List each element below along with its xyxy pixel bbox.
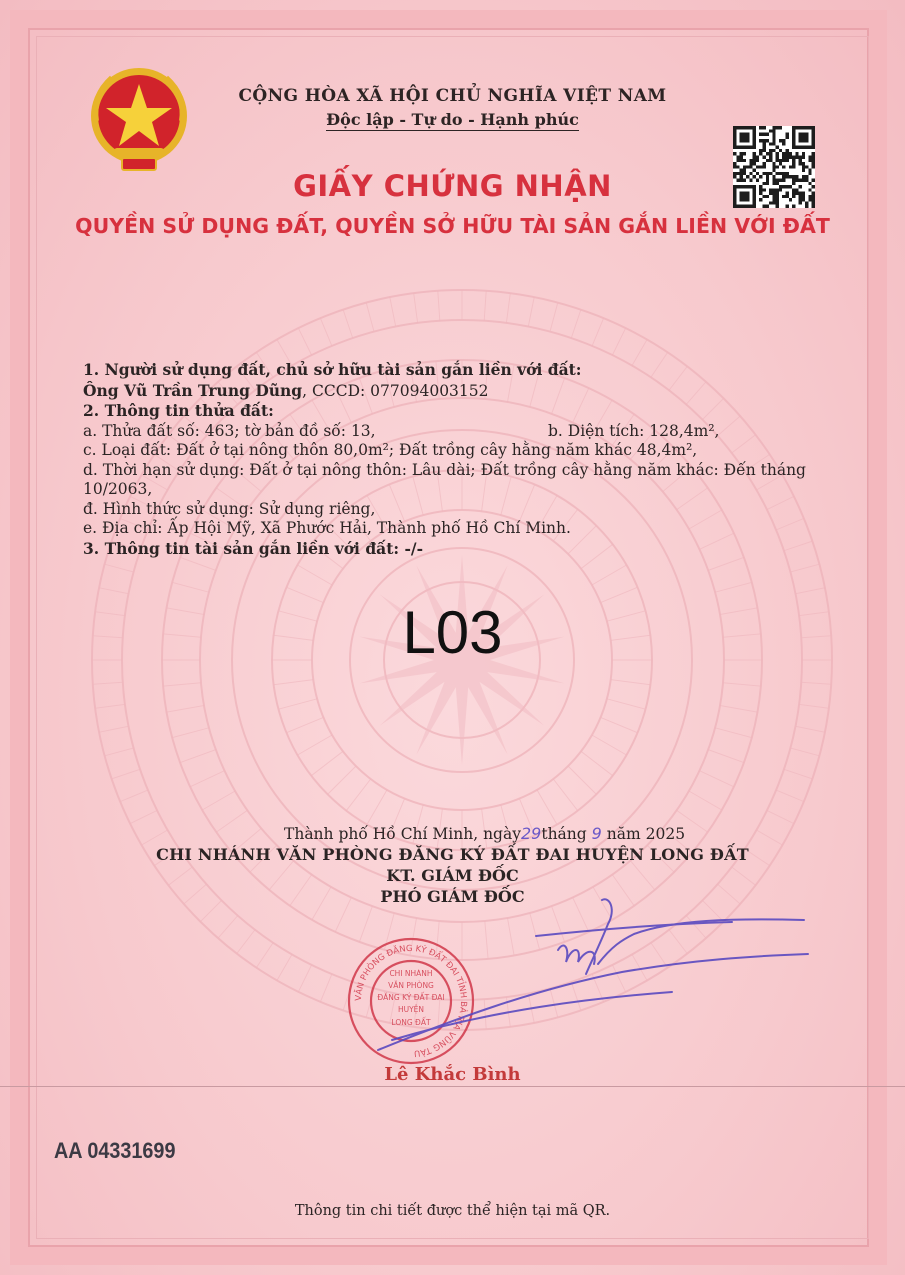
usage-form-line: đ. Hình thức sử dụng: Sử dụng riêng,: [83, 499, 376, 518]
section-3-heading: 3. Thông tin tài sản gắn liền với đất: -/-: [83, 538, 424, 558]
usage-term-line-cont: 10/2063,: [83, 480, 153, 498]
svg-text:ĐĂNG KÝ ĐẤT ĐAI: ĐĂNG KÝ ĐẤT ĐAI: [377, 993, 445, 1002]
certificate-body: [83, 360, 813, 559]
handwritten-day: 29: [520, 824, 542, 843]
nation-name: CỘNG HÒA XÃ HỘI CHỦ NGHĨA VIỆT NAM: [238, 86, 667, 106]
signing-place-date: Thành phố Hồ Chí Minh, ngày29tháng 9 năm 2025: [284, 824, 686, 843]
owner-name: Ông Vũ Trần Trung Dũng: [83, 380, 303, 400]
svg-text:HUYỆN: HUYỆN: [397, 1005, 425, 1014]
parcel-area: b. Diện tích: 128,4m²,: [548, 421, 720, 440]
owner-line: [83, 381, 813, 402]
svg-text:LONG ĐẤT: LONG ĐẤT: [391, 1018, 431, 1027]
director-title: KT. GIÁM ĐỐC: [386, 866, 519, 885]
section-1-heading: 1. Người sử dụng đất, chủ sở hữu tài sản gắn liền với đất:: [83, 360, 582, 379]
parcel-line-a: a. Thửa đất số: 463; tờ bản đồ số: 13, b. Diện tích: 128,4m²,: [83, 421, 720, 440]
issuing-office: CHI NHÁNH VĂN PHÒNG ĐĂNG KÝ ĐẤT ĐAI HUYỆN LONG ĐẤT: [156, 845, 749, 864]
signer-name: Lê Khắc Bình: [384, 1064, 521, 1085]
qr-footer-note: Thông tin chi tiết được thể hiện tại mã QR.: [294, 1203, 611, 1219]
divider: [0, 1086, 905, 1087]
usage-term-line: d. Thời hạn sử dụng: Đất ở tại nông thôn: Lâu dài; Đất trồng cây hằng năm khác: Đến tháng: [83, 460, 806, 479]
certificate-title: GIẤY CHỨNG NHẬN: [293, 169, 612, 203]
national-motto: Độc lập - Tự do - Hạnh phúc: [326, 110, 579, 129]
svg-text:VĂN PHÒNG: VĂN PHÒNG: [388, 981, 434, 990]
land-type-line: c. Loại đất: Đất ở tại nông thôn 80,0m²; Đất trồng cây hằng năm khác 48,4m²,: [83, 441, 698, 459]
handwritten-month: 9: [591, 824, 602, 843]
deputy-director-title: PHÓ GIÁM ĐỐC: [380, 887, 525, 906]
serial-number: AA 04331699: [54, 1138, 176, 1163]
overlay-label: L03: [402, 599, 503, 666]
address-line: e. Địa chỉ: Ấp Hội Mỹ, Xã Phước Hải, Thành phố Hồ Chí Minh.: [83, 519, 571, 537]
certificate-subtitle: QUYỀN SỬ DỤNG ĐẤT, QUYỀN SỞ HỮU TÀI SẢN GẮN LIỀN VỚI ĐẤT: [75, 214, 830, 238]
svg-text:CHI NHÁNH: CHI NHÁNH: [389, 969, 433, 978]
svg-text:VĂN PHÒNG ĐĂNG KÝ ĐẤT ĐAI TỈNH: VĂN PHÒNG ĐĂNG KÝ ĐẤT ĐAI TỈNH BÀ RỊA VŨNG TÀU: [353, 943, 469, 1058]
owner-id: , CCCD: 077094003152: [302, 381, 489, 400]
section-2-heading: 2. Thông tin thửa đất:: [83, 401, 274, 420]
signature-icon: [372, 890, 812, 1060]
